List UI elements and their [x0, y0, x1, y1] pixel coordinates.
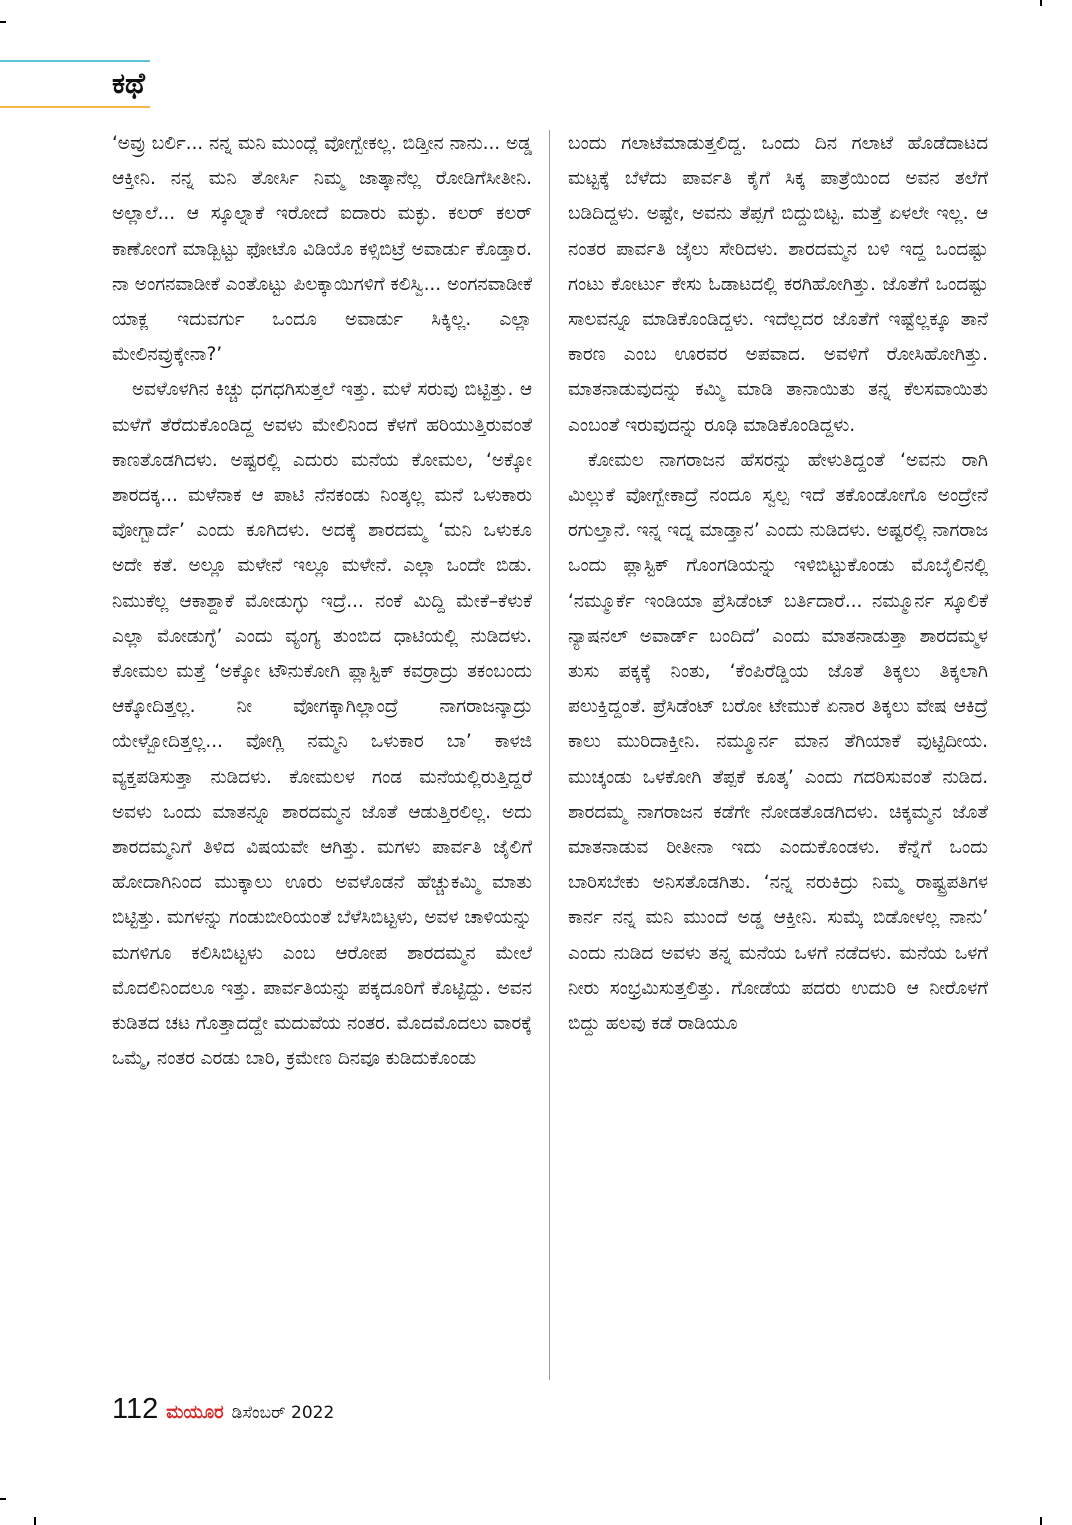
section-title: ಕಥೆ — [112, 66, 145, 100]
column-divider — [549, 130, 550, 1380]
crop-mark — [0, 1498, 6, 1500]
article-column-right — [568, 126, 988, 1376]
article-column-left — [112, 126, 532, 1376]
paragraph: ‘ಅವ್ರು ಬರ್ಲಿ... ನನ್ನ ಮನಿ ಮುಂದ್ಲೆ ವೋಗ್ಬೇಕಲ್ಲ. ಬಿಡ್ತೀನ ನಾನು... ಅಡ್ಡ ಆಕ್ತೀನಿ. ನನ್ನ ಮನಿ ತೋರ್ಸಿ ನಿಮ್ಮ ಜಾತ್ಕಾನೆಲ್ಲ ರೋಡಿಗೆಸೀತೀನಿ. ಅಲ್ಲಾಲೆ... ಆ ಸ್ಕೂಲ್ನಾಕೆ ಇರೋದೆ ಐದಾರು ಮಕ್ಳು. ಕಲರ್ ಕಲರ್ ಕಾಣೋಂಗೆ ಮಾಡ್ಬಿಟ್ಟು ಫೋಟೊ ವಿಡಿಯೊ ಕಳ್ಸಿಬಿಟ್ರೆ ಅವಾರ್ಡು ಕೊಡ್ತಾರ. ನಾ ಅಂಗನವಾಡೀಕೆ ಎಂತೊಟ್ಟು ಪಿಲಕ್ಕಾಯಿಗಳಿಗೆ ಕಲಿಸ್ವಿ... ಅಂಗನವಾಡೀಕೆ ಯಾಕ್ಲ ಇದುವರ್ಗು ಒಂದೂ ಅವಾರ್ಡು ಸಿಕ್ಕಿಲ್ಲ. ಎಲ್ಲಾ ಮೇಲಿನವ್ರುಕ್ಕೇನಾ?’ — [112, 133, 532, 366]
paragraph: ಅವಳೊಳಗಿನ ಕಿಚ್ಚು ಧಗಧಗಿಸುತ್ತಲೆ ಇತ್ತು. ಮಳೆ ಸರುವು ಬಿಟ್ಟಿತ್ತು. ಆ ಮಳೆಗೆ ತೆರೆದುಕೊಂಡಿದ್ದ ಅವಳು ಮೇಲಿನಿಂದ ಕೆಳಗೆ ಹರಿಯುತ್ತಿರುವಂತೆ ಕಾಣತೊಡಗಿದಳು. ಅಷ್ಟರಲ್ಲಿ ಎದುರು ಮನೆಯ ಕೋಮಲ, ‘ಅಕ್ಕೋ ಶಾರದಕ್ಕ... ಮಳೆನಾಕ ಆ ಪಾಟಿ ನೆನಕಂಡು ನಿಂತ್ಕಲ್ಲ ಮನೆ ಒಳುಕಾರು ವೋಗ್ಬಾರ್ದೆ’ ಎಂದು ಕೂಗಿದಳು. ಅದಕ್ಕೆ ಶಾರದಮ್ಮ ‘ಮನಿ ಒಳುಕೂ ಅದೇ ಕತೆ. ಅಲ್ಲೂ ಮಳೇನೆ ಇಲ್ಲೂ ಮಳೇನೆ. ಎಲ್ಲಾ ಒಂದೇ ಬಿಡು. ನಿಮುಕೆಲ್ಲ ಆಕಾಶ್ದಾಕೆ ಮೋಡುಗ್ಳು ಇದ್ರೆ... ನಂಕೆ ಮಿದ್ದಿ ಮೇಕೆ–ಕೆಳುಕೆ ಎಲ್ಲಾ ಮೋಡುಗ್ಳೆ’ ಎಂದು ವ್ಯಂಗ್ಯ ತುಂಬಿದ ಧಾಟಿಯಲ್ಲಿ ನುಡಿದಳು. ಕೋಮಲ ಮತ್ತೆ ‘ಅಕ್ಕೋ ಟೌನುಕೋಗಿ ಪ್ಲಾಸ್ಟಿಕ್ ಕವರ್ರಾದ್ರು ತಕಂಬಂದು ಆಕ್ಕೋದಿತ್ತಲ್ಲ. ನೀ ವೋಗಕ್ಕಾಗಿಲ್ಲಾಂದ್ರೆ ನಾಗರಾಜನ್ಕಾದ್ರು ಯೇಳ್ಬೋದಿತ್ತಲ್ಲ... ವೋಗ್ಲಿ ನಮ್ಮನಿ ಒಳುಕಾರ ಬಾ’ ಕಾಳಜಿ ವ್ಯಕ್ತಪಡಿಸುತ್ತಾ ನುಡಿದಳು. ಕೋಮಲಳ ಗಂಡ ಮನೆಯಲ್ಲಿರುತ್ತಿದ್ದರೆ ಅವಳು ಒಂದು ಮಾತನ್ನೂ ಶಾರದಮ್ಮನ ಜೊತೆ ಆಡುತ್ತಿರಲಿಲ್ಲ. ಅದು ಶಾರದಮ್ಮನಿಗೆ ತಿಳಿದ ವಿಷಯವೇ ಆಗಿತ್ತು. ಮಗಳು ಪಾರ್ವತಿ ಜೈಲಿಗೆ ಹೋದಾಗಿನಿಂದ ಮುಕ್ಕಾಲು ಊರು ಅವಳೊಡನೆ ಹೆಚ್ಚುಕಮ್ಮಿ ಮಾತು ಬಿಟ್ಟಿತ್ತು. ಮಗಳನ್ನು ಗಂಡುಬೀರಿಯಂತೆ ಬೆಳೆಸಿಬಿಟ್ಟಳು, ಅವಳ ಚಾಳಿಯನ್ನು ಮಗಳಿಗೂ ಕಲಿಸಿಬಿಟ್ಟಳು ಎಂಬ ಆರೋಪ ಶಾರದಮ್ಮನ ಮೇಲೆ ಮೊದಲಿನಿಂದಲೂ ಇತ್ತು. ಪಾರ್ವತಿಯನ್ನು ಪಕ್ಕದೂರಿಗೆ ಕೊಟ್ಟಿದ್ದು. ಅವನ ಕುಡಿತದ ಚಟ ಗೊತ್ತಾದದ್ದೇ ಮದುವೆಯ ನಂತರ. ಮೊದಮೊದಲು ವಾರಕ್ಕೆ ಒಮ್ಮೆ, ನಂತರ ಎರಡು ಬಾರಿ, ಕ್ರಮೇಣ ದಿನವೂ ಕುಡಿದುಕೊಂಡು — [112, 379, 532, 1070]
header-rule-bottom — [0, 106, 150, 108]
crop-mark — [1040, 0, 1042, 6]
paragraph: ಬಂದು ಗಲಾಟೆಮಾಡುತ್ತಲಿದ್ದ. ಒಂದು ದಿನ ಗಲಾಟೆ ಹೊಡೆದಾಟದ ಮಟ್ಟಕ್ಕೆ ಬೆಳೆದು ಪಾರ್ವತಿ ಕೈಗೆ ಸಿಕ್ಕ ಪಾತ್ರೆಯಿಂದ ಅವನ ತಲೆಗೆ ಬಡಿದಿದ್ದಳು. ಅಷ್ಟೇ, ಅವನು ತೆಪ್ಪಗೆ ಬಿದ್ದುಬಿಟ್ಟ. ಮತ್ತೆ ಏಳಲೇ ಇಲ್ಲ. ಆ ನಂತರ ಪಾರ್ವತಿ ಜೈಲು ಸೇರಿದಳು. ಶಾರದಮ್ಮನ ಬಳಿ ಇದ್ದ ಒಂದಷ್ಟು ಗಂಟು ಕೋರ್ಟು ಕೇಸು ಓಡಾಟದಲ್ಲಿ ಕರಗಿಹೋಗಿತ್ತು. ಜೊತೆಗೆ ಒಂದಷ್ಟು ಸಾಲವನ್ನೂ ಮಾಡಿಕೊಂಡಿದ್ದಳು. ಇದೆಲ್ಲದರ ಜೊತೆಗೆ ಇಷ್ಟೆಲ್ಲಕ್ಕೂ ತಾನೆ ಕಾರಣ ಎಂಬ ಊರವರ ಅಪವಾದ. ಅವಳಿಗೆ ರೋಸಿಹೋಗಿತ್ತು. ಮಾತನಾಡುವುದನ್ನು ಕಮ್ಮಿ ಮಾಡಿ ತಾನಾಯಿತು ತನ್ನ ಕೆಲಸವಾಯಿತು ಎಂಬಂತೆ ಇರುವುದನ್ನು ರೂಢಿ ಮಾಡಿಕೊಂಡಿದ್ದಳು. — [568, 133, 988, 436]
page-number: 112 — [112, 1393, 159, 1425]
header-rule-top — [0, 60, 150, 62]
page-footer — [112, 1393, 334, 1426]
issue-date: ಡಿಸೆಂಬರ್ 2022 — [231, 1403, 335, 1423]
paragraph: ಕೋಮಲ ನಾಗರಾಜನ ಹೆಸರನ್ನು ಹೇಳುತಿದ್ದಂತೆ ‘ಅವನು ರಾಗಿ ಮಿಲ್ಲುಕೆ ವೋಗ್ಬೇಕಾದ್ರೆ ನಂದೂ ಸ್ವಲ್ಪ ಇದೆ ತಕೊಂಡೋಗೊ ಅಂದ್ರೇನೆ ರಗುಲ್ತಾನೆ. ಇನ್ನ ಇದ್ನ ಮಾಡ್ತಾನ’ ಎಂದು ನುಡಿದಳು. ಅಷ್ಟರಲ್ಲಿ ನಾಗರಾಜ ಒಂದು ಪ್ಲಾಸ್ಟಿಕ್ ಗೊಂಗಡಿಯನ್ನು ಇಳಿಬಿಟ್ಟುಕೊಂಡು ಮೊಬೈಲಿನಲ್ಲಿ ‘ನಮ್ಮೂರ್ಕೆ ಇಂಡಿಯಾ ಪ್ರೆಸಿಡೆಂಟ್ ಬರ್ತಿದಾರೆ... ನಮ್ಮೂರ್ನ ಸ್ಕೂಲಿಕೆ ನ್ಯಾಷನಲ್ ಅವಾರ್ಡ್ ಬಂದಿದೆ’ ಎಂದು ಮಾತನಾಡುತ್ತಾ ಶಾರದಮ್ಮಳ ತುಸು ಪಕ್ಕಕ್ಕೆ ನಿಂತು, ‘ಕೆಂಪಿರೆಡ್ಡಿಯ ಜೊತೆ ತಿಕ್ಕಲು ತಿಕ್ಕಲಾಗಿ ಪಲುಕ್ತಿದ್ದಂತೆ. ಪ್ರೆಸಿಡೆಂಟ್ ಬರೋ ಟೇಮುಕೆ ಏನಾರ ತಿಕ್ಕಲು ವೇಷ ಆಕಿದ್ರೆ ಕಾಲು ಮುರಿದಾಕ್ತೀನಿ. ನಮ್ಮೂರ್ನ ಮಾನ ತೆಗಿಯಾಕೆ ವುಟ್ಟಿದೀಯ. ಮುಚ್ಕಂಡು ಒಳಕೋಗಿ ತೆಪ್ಪಕೆ ಕೂತ್ಕ’ ಎಂದು ಗದರಿಸುವಂತೆ ನುಡಿದ. ಶಾರದಮ್ಮ ನಾಗರಾಜನ ಕಡೆಗೇ ನೋಡತೊಡಗಿದಳು. ಚಿಕ್ಕಮ್ಮನ ಜೊತೆ ಮಾತನಾಡುವ ರೀತೀನಾ ಇದು ಎಂದುಕೊಂಡಳು. ಕೆನ್ನೆಗೆ ಒಂದು ಬಾರಿಸಬೇಕು ಅನಿಸತೊಡಗಿತು. ‘ನನ್ನ ನರುಕಿದ್ರು ನಿಮ್ಮ ರಾಷ್ಟ್ರಪತಿಗಳ ಕಾರ್ನ ನನ್ನ ಮನಿ ಮುಂದೆ ಅಡ್ಡ ಆಕ್ತೀನಿ. ಸುಮ್ಕೆ ಬಿಡೋಳಲ್ಲ ನಾನು’ ಎಂದು ನುಡಿದ ಅವಳು ತನ್ನ ಮನೆಯ ಒಳಗೆ ನಡೆದಳು. ಮನೆಯ ಒಳಗೆ ನೀರು ಸಂಭ್ರಮಿಸುತ್ತಲಿತ್ತು. ಗೋಡೆಯ ಪದರು ಉದುರಿ ಆ ನೀರೊಳಗೆ ಬಿದ್ದು ಹಲವು ಕಡೆ ರಾಡಿಯೂ — [568, 449, 988, 1035]
magazine-name: ಮಯೂರ — [166, 1402, 224, 1423]
crop-mark — [1040, 1517, 1042, 1525]
crop-mark — [34, 1517, 36, 1525]
crop-mark — [0, 21, 6, 23]
